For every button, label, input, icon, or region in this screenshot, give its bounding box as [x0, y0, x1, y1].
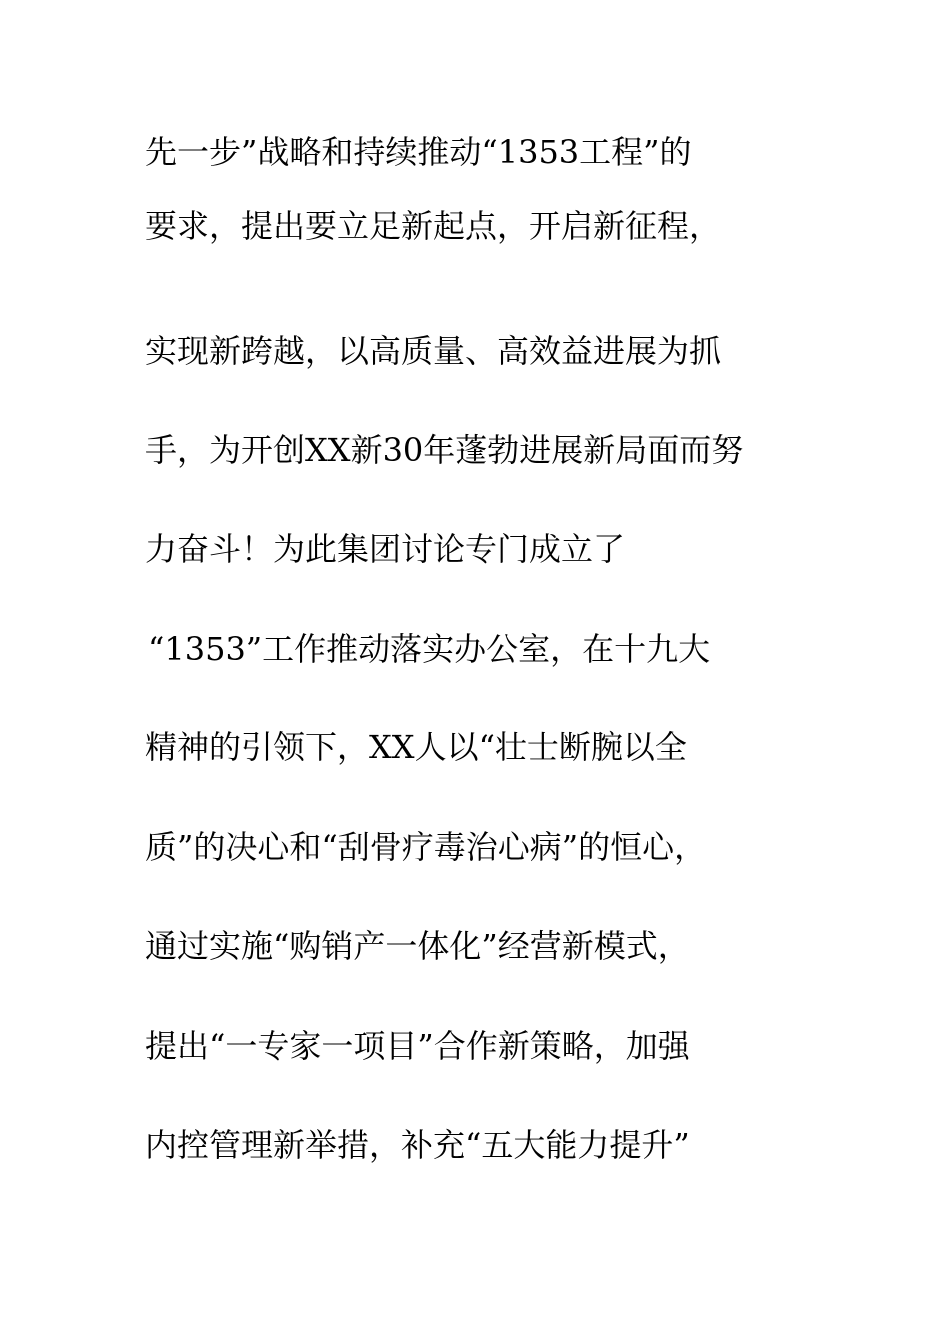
paragraph-line: 要求，提出要立足新起点，开启新征程， — [145, 207, 722, 245]
paragraph-line: 质”的决心和“刮骨疗毒治心病”的恒心， — [145, 828, 707, 866]
paragraph-line: 提出“一专家一项目”合作新策略，加强 — [145, 1027, 690, 1065]
paragraph-line: 通过实施“购销产一体化”经营新模式， — [145, 927, 690, 965]
paragraph-line: “1353”工作推动落实办公室，在十九大 — [148, 630, 711, 668]
paragraph-line: 实现新跨越，以高质量、高效益进展为抓 — [145, 332, 722, 370]
paragraph-line: 先一步”战略和持续推动“1353工程”的 — [145, 133, 692, 171]
paragraph-line: 精神的引领下，XX人以“壮士断腕以全 — [145, 728, 687, 766]
paragraph-line: 手，为开创XX新30年蓬勃进展新局面而努 — [145, 431, 744, 469]
paragraph-line: 内控管理新举措，补充“五大能力提升” — [145, 1126, 690, 1164]
paragraph-line: 力奋斗！为此集团讨论专门成立了 — [145, 530, 626, 568]
